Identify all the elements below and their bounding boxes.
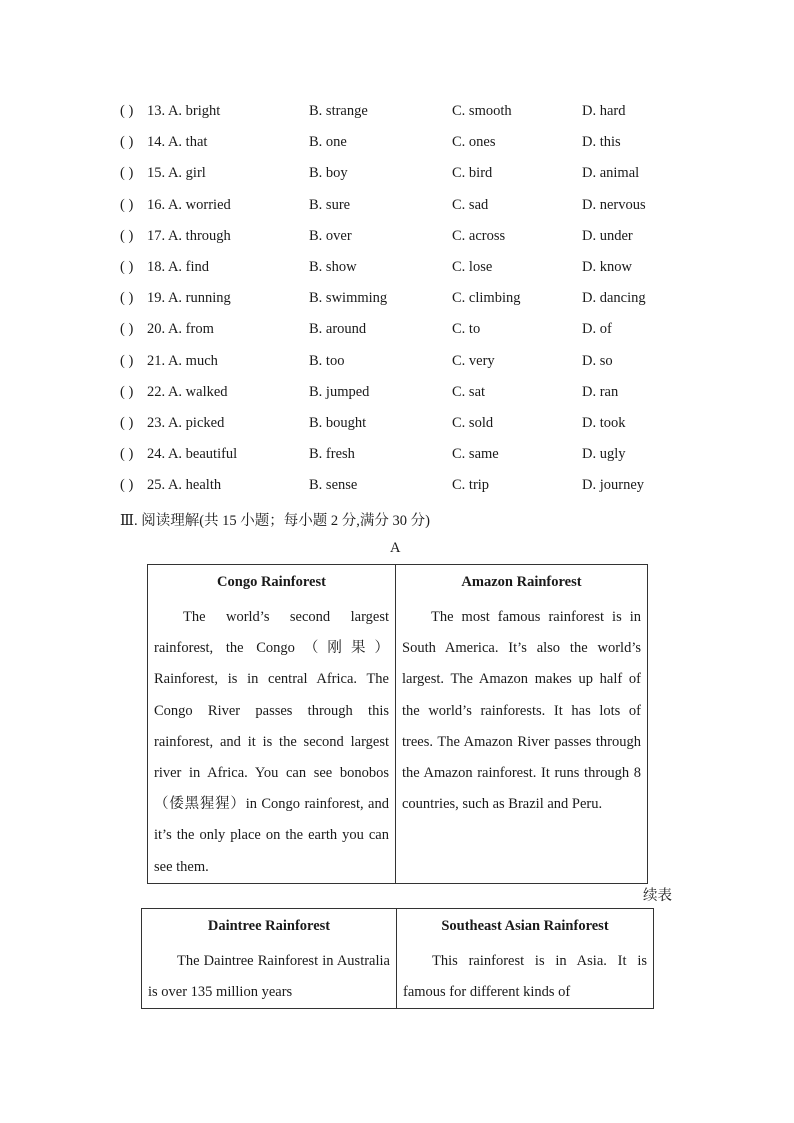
southeast-asian-body: This rainforest is in Asia. It is famous for different kinds of <box>403 953 647 1001</box>
question-row <box>120 290 680 310</box>
option-c: C. sat <box>452 383 486 400</box>
option-c: C. same <box>452 446 499 463</box>
question-row <box>120 446 680 466</box>
option-c: C. very <box>452 352 495 369</box>
rainforest-table-1 <box>147 564 648 884</box>
option-d: D. dancing <box>582 290 646 307</box>
option-c: C. climbing <box>452 290 521 307</box>
option-d: D. hard <box>582 103 626 119</box>
option-a: 22. A. walked <box>147 383 228 400</box>
option-c: C. ones <box>452 134 496 151</box>
passage-label: A <box>390 540 401 556</box>
answer-blank: ( ) <box>120 446 134 463</box>
question-row <box>120 228 680 248</box>
option-b: B. one <box>309 134 347 151</box>
option-c: C. sold <box>452 415 494 431</box>
option-a: 23. A. picked <box>147 415 225 431</box>
option-b: B. boy <box>309 165 348 182</box>
daintree-cell <box>142 909 397 1009</box>
question-row <box>120 384 680 404</box>
option-a: 24. A. beautiful <box>147 446 238 463</box>
option-d: D. nervous <box>582 196 646 213</box>
question-row <box>120 103 680 123</box>
option-a: 13. A. bright <box>147 103 221 119</box>
option-a: 15. A. girl <box>147 165 206 182</box>
option-b: B. fresh <box>309 446 355 463</box>
answer-blank: ( ) <box>120 134 134 151</box>
answer-blank: ( ) <box>120 415 134 431</box>
answer-blank: ( ) <box>120 321 134 338</box>
answer-blank: ( ) <box>120 477 134 494</box>
option-a: 16. A. worried <box>147 196 231 213</box>
amazon-cell <box>396 565 648 884</box>
answer-blank: ( ) <box>120 103 134 119</box>
option-b: B. sense <box>309 477 358 494</box>
option-c: C. across <box>452 227 506 244</box>
option-a: 25. A. health <box>147 477 222 494</box>
question-row <box>120 477 680 497</box>
answer-blank: ( ) <box>120 259 134 275</box>
answer-blank: ( ) <box>120 196 134 213</box>
southeast-asian-cell <box>397 909 654 1009</box>
option-b: B. jumped <box>309 383 370 400</box>
section-title: Ⅲ. 阅读理解(共 15 小题；每小题 2 分,满分 30 分) <box>120 513 431 529</box>
option-c: C. trip <box>452 477 490 494</box>
answer-blank: ( ) <box>120 352 134 369</box>
option-b: B. over <box>309 227 352 244</box>
option-b: B. bought <box>309 415 367 431</box>
option-d: D. of <box>582 321 612 338</box>
option-b: B. show <box>309 259 357 275</box>
option-a: 17. A. through <box>147 227 231 244</box>
question-row <box>120 259 680 279</box>
option-d: D. this <box>582 134 621 151</box>
option-b: B. too <box>309 352 345 369</box>
option-a: 14. A. that <box>147 134 208 151</box>
congo-cell <box>148 565 396 884</box>
question-row <box>120 321 680 341</box>
daintree-body: The Daintree Rainforest in Australia is over 135 million years <box>148 953 390 1001</box>
option-c: C. lose <box>452 259 493 275</box>
answer-blank: ( ) <box>120 383 134 400</box>
option-a: 21. A. much <box>147 352 218 369</box>
option-b: B. strange <box>309 103 368 119</box>
answer-blank: ( ) <box>120 227 134 244</box>
option-b: B. sure <box>309 196 351 213</box>
answer-blank: ( ) <box>120 290 134 307</box>
option-c: C. to <box>452 321 481 338</box>
option-d: D. ugly <box>582 446 626 463</box>
congo-title: Congo Rainforest <box>217 574 326 590</box>
question-row <box>120 134 680 154</box>
option-d: D. journey <box>582 477 645 494</box>
question-row <box>120 415 680 435</box>
option-a: 20. A. from <box>147 321 214 338</box>
option-c: C. bird <box>452 165 493 182</box>
option-d: D. so <box>582 352 613 369</box>
question-row <box>120 165 680 185</box>
daintree-title: Daintree Rainforest <box>207 918 331 934</box>
continued-label: 续表 <box>643 888 672 904</box>
option-d: D. animal <box>582 165 640 182</box>
congo-body: The world’s second largest rainforest, the Congo（刚果）Rainforest, is in central Africa. The Congo River passes through this rainforest, and it is the second largest river in Africa. You can see bonobos（倭黑猩猩）in Congo rainforest, and it’s the only place on the earth you can see them. <box>154 609 389 875</box>
option-b: B. around <box>309 321 367 338</box>
southeast-asian-title: Southeast Asian Rainforest <box>441 918 609 934</box>
question-row <box>120 353 680 373</box>
option-d: D. took <box>582 415 626 431</box>
answer-blank: ( ) <box>120 165 134 182</box>
option-b: B. swimming <box>309 290 388 307</box>
question-row <box>120 197 680 217</box>
option-d: D. under <box>582 227 633 244</box>
option-c: C. sad <box>452 196 489 213</box>
option-c: C. smooth <box>452 103 512 119</box>
option-a: 18. A. find <box>147 259 210 275</box>
option-d: D. ran <box>582 383 619 400</box>
amazon-title: Amazon Rainforest <box>461 574 582 590</box>
rainforest-table-2 <box>141 908 654 1009</box>
option-d: D. know <box>582 259 632 275</box>
option-a: 19. A. running <box>147 290 231 307</box>
amazon-body: The most famous rainforest is in South America. It’s also the world’s largest. The Amazon makes up half of the world’s rainforests. It has lots of trees. The Amazon River passes through the Amazon rainforest. It runs through 8 countries, such as Brazil and Peru. <box>402 609 641 813</box>
